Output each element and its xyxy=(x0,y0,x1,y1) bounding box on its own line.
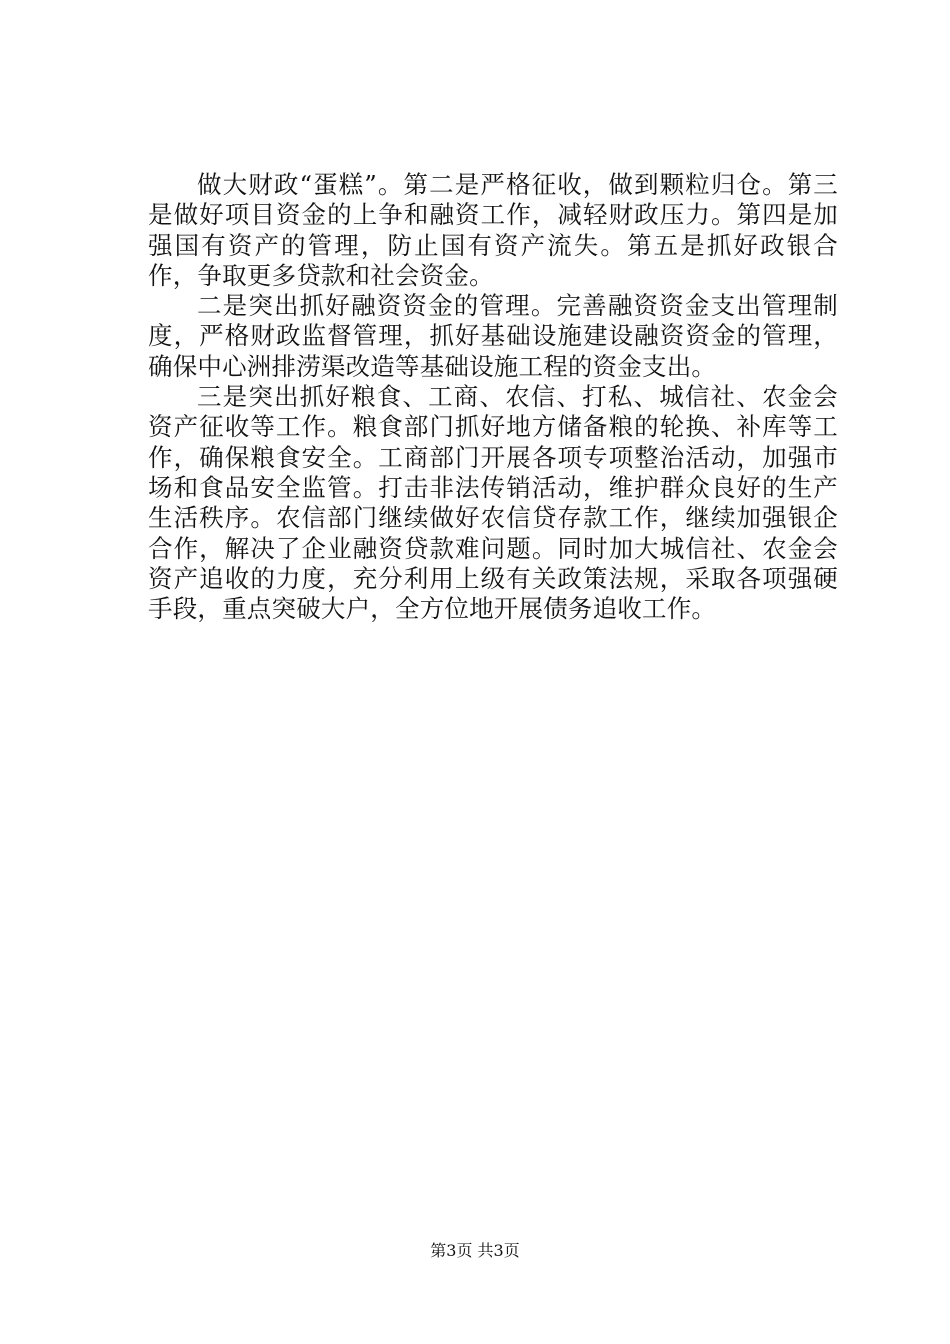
document-body xyxy=(148,170,838,624)
paragraph-fiscal-measures: 做大财政“蛋糕”。第二是严格征收，做到颗粒归仓。第三是做好项目资金的上争和融资工作，减轻财政压力。第四是加强国有资产的管理，防止国有资产流失。第五是抓好政银合作，争取更多贷款和社会资金。 xyxy=(148,170,838,290)
page-number-footer: 第3页 共3页 xyxy=(430,1241,520,1260)
paragraph-asset-collection: 三是突出抓好粮食、工商、农信、打私、城信社、农金会资产征收等工作。粮食部门抓好地方储备粮的轮换、补库等工作，确保粮食安全。工商部门开展各项专项整治活动，加强市场和食品安全监管。打击非法传销活动，维护群众良好的生产生活秩序。农信部门继续做好农信贷存款工作，继续加强银企合作，解决了企业融资贷款难问题。同时加大城信社、农金会资产追收的力度，充分利用上级有关政策法规，采取各项强硬手段，重点突破大户，全方位地开展债务追收工作。 xyxy=(148,382,838,624)
paragraph-financing-management: 二是突出抓好融资资金的管理。完善融资资金支出管理制度，严格财政监督管理，抓好基础设施建设融资资金的管理，确保中心洲排涝渠改造等基础设施工程的资金支出。 xyxy=(148,291,838,381)
